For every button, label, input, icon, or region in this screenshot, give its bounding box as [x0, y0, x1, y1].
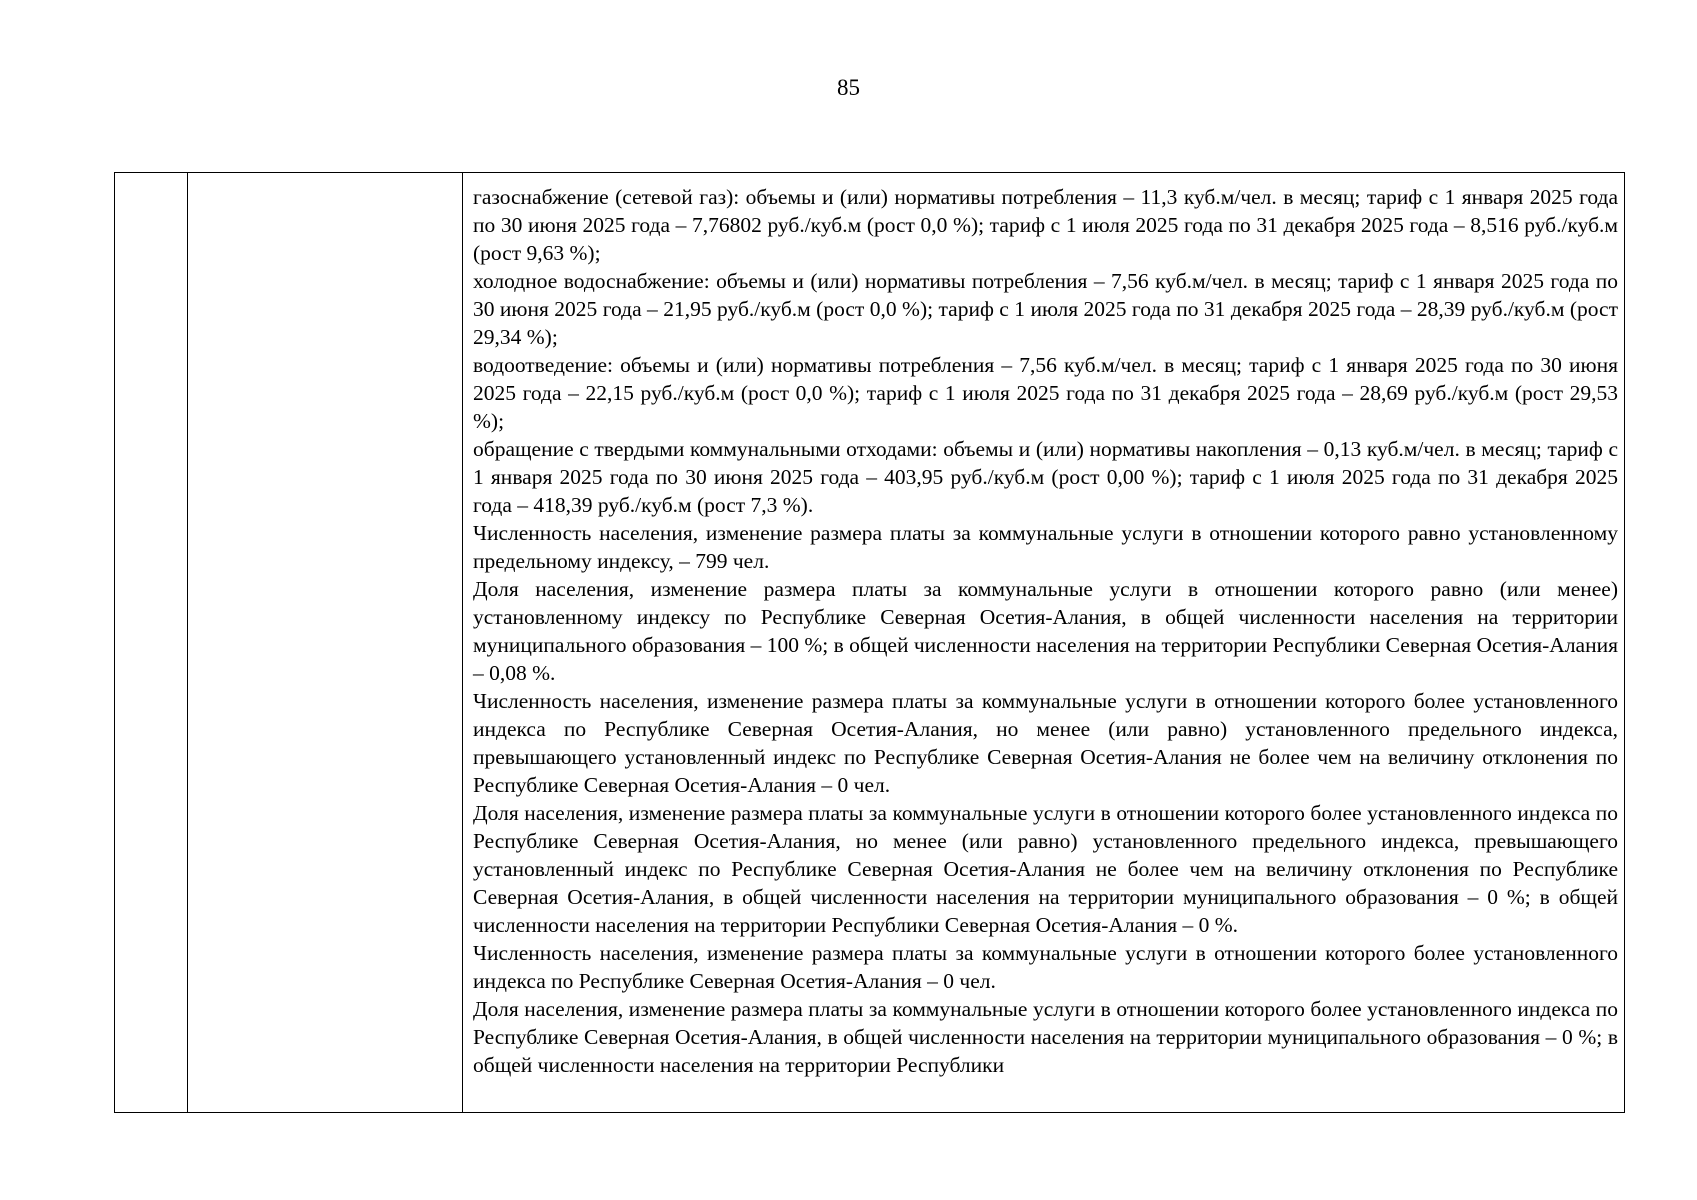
- paragraph-population-above: Численность населения, изменение размера платы за коммунальные услуги в отношении которого более установленного индекса по Республике Северная Осетия-Алания – 0 чел.: [473, 941, 1618, 993]
- tariff-table: [114, 172, 1625, 1113]
- paragraph-share-above: Доля населения, изменение размера платы за коммунальные услуги в отношении которого более установленного индекса по Республике Северная Осетия-Алания, в общей численности населения на территории муниципального образования – 0 %; в общей численности населения на территории Республики: [473, 997, 1618, 1077]
- row-number-cell: [115, 173, 188, 1113]
- page-number: 85: [837, 75, 860, 100]
- table-row: [115, 173, 1625, 1113]
- paragraph-share-between: Доля населения, изменение размера платы за коммунальные услуги в отношении которого более установленного индекса по Республике Северная Осетия-Алания, но менее (или равно) установленного предельного индекса, превышающего установленный индекс по Республике Северная Осетия-Алания не более чем на величину отклонения по Республике Северная Осетия-Алания, в общей численности населения на территории муниципального образования – 0 %; в общей численности населения на территории Республики Северная Осетия-Алания – 0 %.: [473, 801, 1618, 937]
- paragraph-gas: газоснабжение (сетевой газ): объемы и (или) нормативы потребления – 11,3 куб.м/чел. в месяц; тариф с 1 января 2025 года по 30 июня 2025 года – 7,76802 руб./куб.м (рост 0,0 %); тариф с 1 июля 2025 года по 31 декабря 2025 года – 8,516 руб./куб.м (рост 9,63 %);: [473, 185, 1618, 265]
- paragraph-sewerage: водоотведение: объемы и (или) нормативы потребления – 7,56 куб.м/чел. в месяц; тариф с 1 января 2025 года по 30 июня 2025 года – 22,15 руб./куб.м (рост 0,0 %); тариф с 1 июля 2025 года по 31 декабря 2025 года – 28,69 руб./куб.м (рост 29,53 %);: [473, 353, 1618, 433]
- paragraph-solid-waste: обращение с твердыми коммунальными отходами: объемы и (или) нормативы накопления – 0,13 куб.м/чел. в месяц; тариф с 1 января 2025 года по 30 июня 2025 года – 403,95 руб./куб.м (рост 0,00 %); тариф с 1 июля 2025 года по 31 декабря 2025 года – 418,39 руб./куб.м (рост 7,3 %).: [473, 437, 1618, 517]
- paragraph-share-equal: Доля населения, изменение размера платы за коммунальные услуги в отношении которого равно (или менее) установленному индексу по Республике Северная Осетия-Алания, в общей численности населения на территории муниципального образования – 100 %; в общей численности населения на территории Республики Северная Осетия-Алания – 0,08 %.: [473, 577, 1618, 685]
- paragraph-cold-water: холодное водоснабжение: объемы и (или) нормативы потребления – 7,56 куб.м/чел. в месяц; тариф с 1 января 2025 года по 30 июня 2025 года – 21,95 руб./куб.м (рост 0,0 %); тариф с 1 июля 2025 года по 31 декабря 2025 года – 28,39 руб./куб.м (рост 29,34 %);: [473, 269, 1618, 349]
- description-cell: [463, 173, 1625, 1113]
- paragraph-population-equal: Численность населения, изменение размера платы за коммунальные услуги в отношении которого равно установленному предельному индексу, – 799 чел.: [473, 521, 1618, 573]
- paragraph-population-between: Численность населения, изменение размера платы за коммунальные услуги в отношении которого более установленного индекса по Республике Северная Осетия-Алания, но менее (или равно) установленного предельного индекса, превышающего установленный индекс по Республике Северная Осетия-Алания не более чем на величину отклонения по Республике Северная Осетия-Алания – 0 чел.: [473, 689, 1618, 797]
- municipality-cell: [188, 173, 463, 1113]
